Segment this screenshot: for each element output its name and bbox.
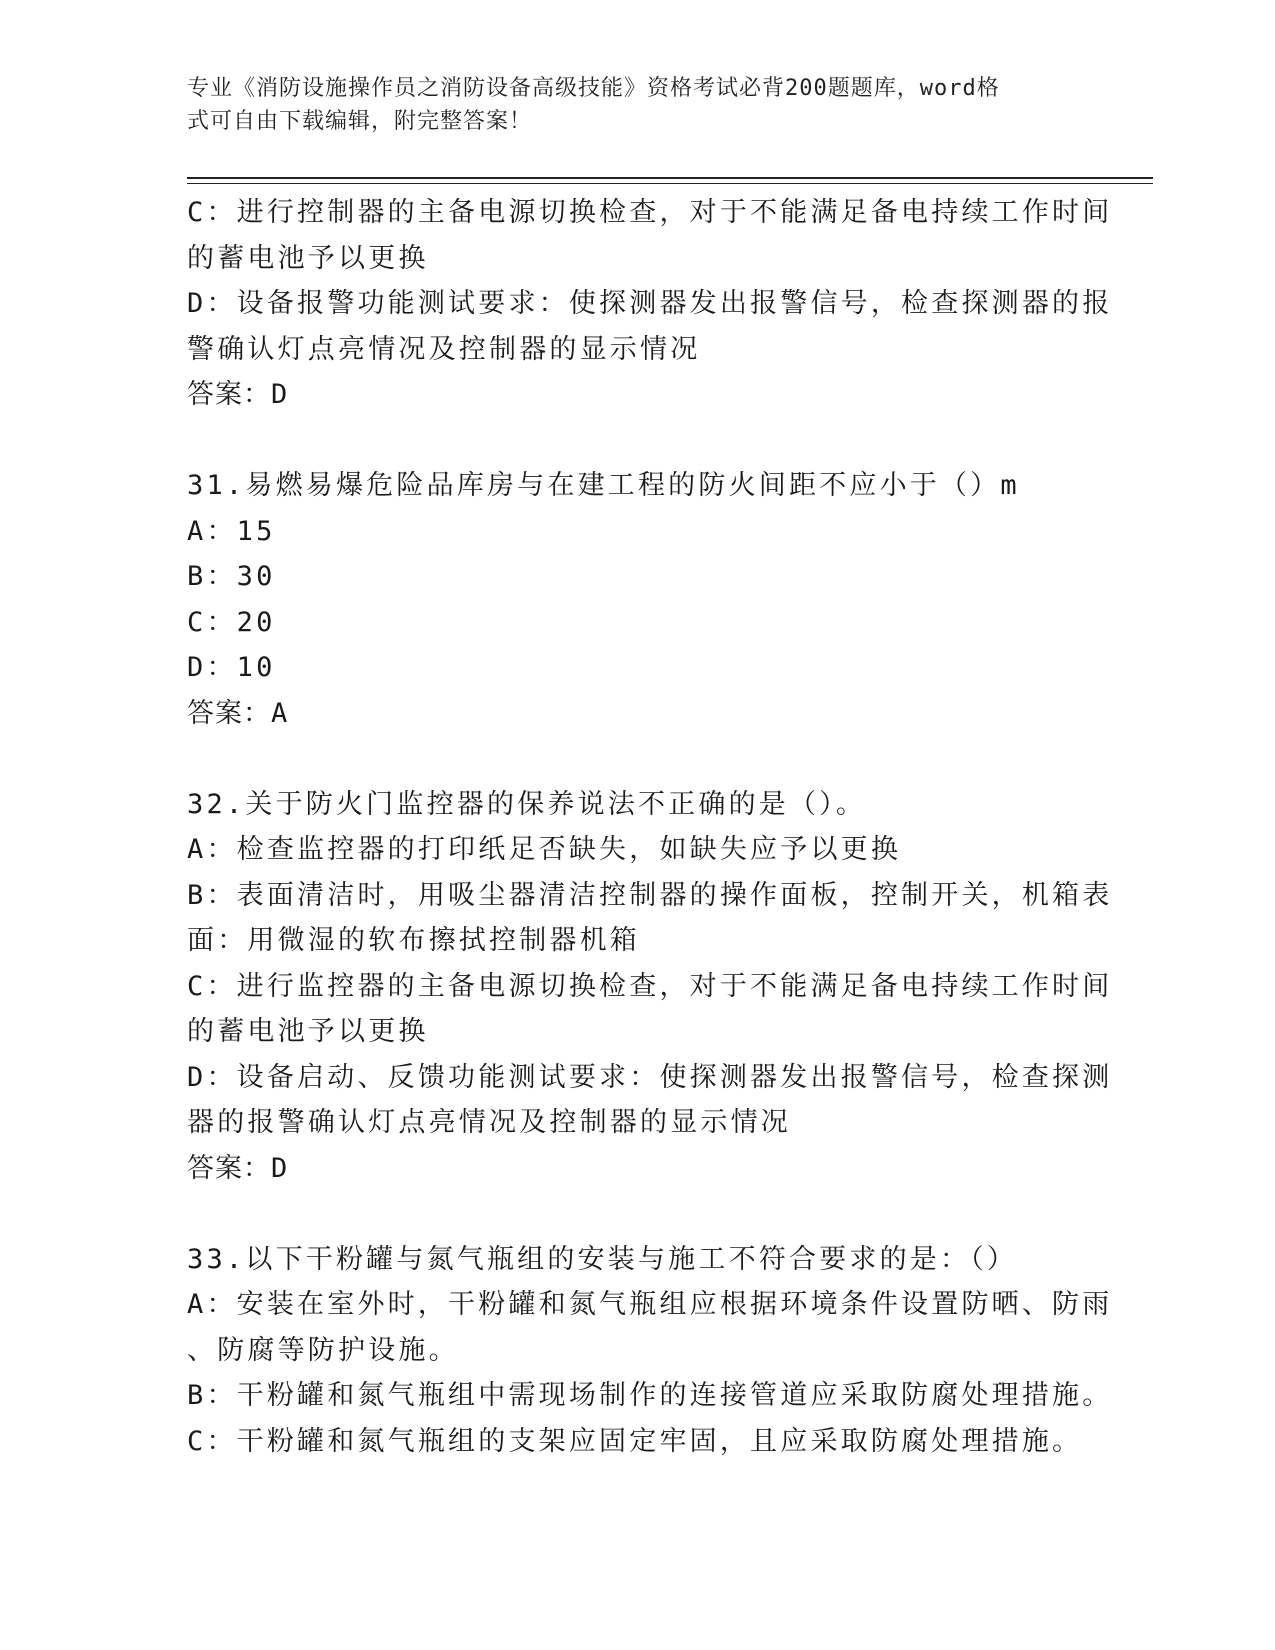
question-block-30: [187, 190, 1113, 418]
option-b: B：表面清洁时，用吸尘器清洁控制器的操作面板，控制开关，机箱表: [187, 879, 1113, 911]
answer-text: 答案：D: [187, 379, 289, 410]
header-divider: [187, 177, 1153, 179]
option-b: 面：用微湿的软布擦拭控制器机箱: [187, 925, 640, 956]
question-text: 33.以下干粉罐与氮气瓶组的安装与施工不符合要求的是：（）: [187, 1243, 1018, 1275]
question-text: 32.关于防火门监控器的保养说法不正确的是（）。: [187, 788, 867, 820]
spacer: [187, 1191, 1087, 1237]
question-block-31: [187, 463, 1087, 736]
option-c: C：进行控制器的主备电源切换检查，对于不能满足备电持续工作时间: [187, 197, 1113, 228]
option-c: C：20: [187, 606, 276, 638]
option-d: D：设备启动、反馈功能测试要求：使探测器发出报警信号，检查探测: [187, 1061, 1113, 1093]
header-line: 专业《消防设施操作员之消防设备高级技能》资格考试必背200题题库，word格: [187, 76, 1000, 101]
answer-text: 答案：A: [187, 697, 289, 729]
option-a: A：检查监控器的打印纸足否缺失，如缺失应予以更换: [187, 834, 902, 865]
option-c: C：进行监控器的主备电源切换检查，对于不能满足备电持续工作时间: [187, 970, 1113, 1002]
question-text: 31.易燃易爆危险品库房与在建工程的防火间距不应小于（）m: [187, 470, 1020, 501]
option-a: 、防腐等防护设施。: [187, 1334, 459, 1366]
spacer: [187, 418, 1087, 464]
option-a: A：安装在室外时，干粉罐和氮气瓶组应根据环境条件设置防晒、防雨: [187, 1289, 1113, 1320]
option-d: 警确认灯点亮情况及控制器的显示情况: [187, 333, 701, 365]
option-c: C：干粉罐和氮气瓶组的支架应固定牢固，且应采取防腐处理措施。: [187, 1425, 1083, 1457]
option-c: 的蓄电池予以更换: [187, 242, 429, 274]
spacer: [187, 736, 1087, 782]
question-block-33: [187, 1237, 1113, 1465]
option-c: 的蓄电池予以更换: [187, 1016, 429, 1047]
answer-text: 答案：D: [187, 1152, 289, 1184]
header-divider: [187, 183, 1153, 184]
header-line: 式可自由下载编辑，附完整答案！: [187, 109, 533, 134]
option-b: B：干粉罐和氮气瓶组中需现场制作的连接管道应采取防腐处理措施。: [187, 1380, 1113, 1411]
page-header: [187, 72, 1067, 138]
option-d: D：设备报警功能测试要求：使探测器发出报警信号，检查探测器的报: [187, 288, 1113, 319]
option-b: B：30: [187, 561, 276, 592]
option-d: D：10: [187, 652, 276, 683]
question-list: [187, 190, 1113, 1464]
option-a: A：15: [187, 515, 276, 547]
option-d: 器的报警确认灯点亮情况及控制器的显示情况: [187, 1107, 791, 1138]
question-block-32: [187, 782, 1113, 1192]
